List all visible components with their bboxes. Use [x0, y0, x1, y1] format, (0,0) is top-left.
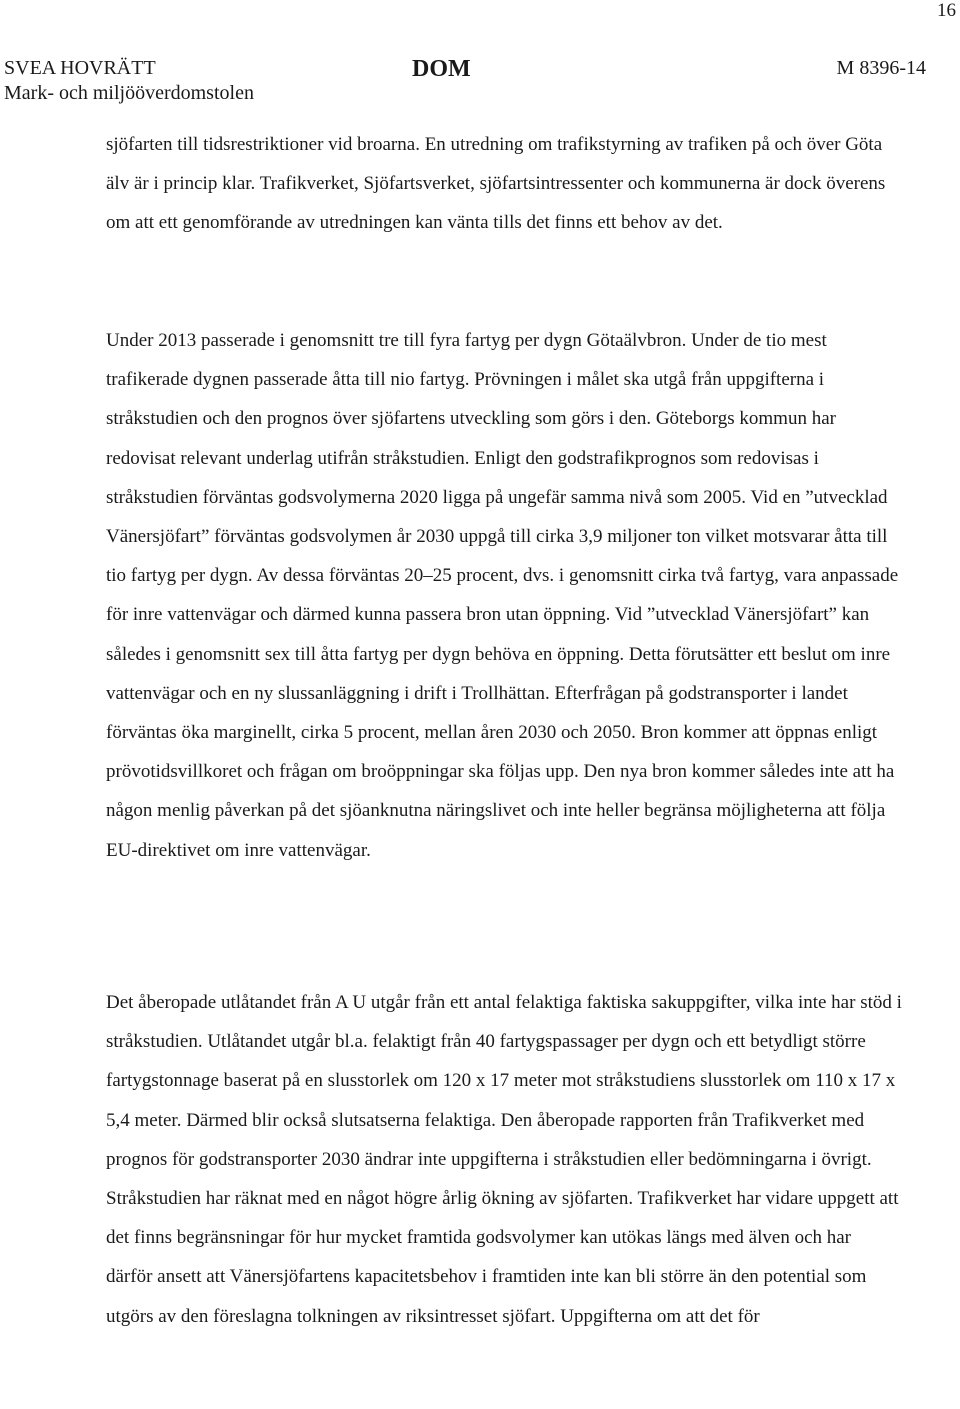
court-division: Mark- och miljööverdomstolen [4, 82, 254, 104]
paragraph-text: sjöfarten till tidsrestriktioner vid broarna. En utredning om trafikstyrning av trafiken på och över Göta älv är i princip klar. Trafikverket, Sjöfartsverket, sjöfartsintressenter och kommunerna är dock överens om att ett genomförande av utredningen kan vänta tills det finns ett behov av det. [106, 134, 886, 234]
page-number: 16 [937, 0, 956, 21]
court-name: SVEA HOVRÄTT [4, 57, 156, 79]
paragraph-text: Under 2013 passerade i genomsnitt tre till fyra fartyg per dygn Götaälvbron. Under de tio mest trafikerade dygnen passerade åtta till nio fartyg. Prövningen i målet ska utgå från uppgifterna i stråkstudien och den prognos över sjöfartens utveckling som görs i den. Göteborgs kommun har redovisat relevant underlag utifrån stråkstudien. Enligt den godstrafikprognos som redovisas i stråkstudien förväntas godsvolymerna 2020 ligga på ungefär samma nivå som 2005. Vid en ”utvecklad Vänersjöfart” förväntas godsvolymen år 2030 uppgå till cirka 3,9 miljoner ton vilket motsvarar åtta till tio fartyg per dygn. Av dessa förväntas 20–25 procent, dvs. i genomsnitt cirka två fartyg, vara anpassade för inre vattenvägar och därmed kunna passera bron utan öppning. Vid ”utvecklad Vänersjöfart” kan således i genomsnitt sex till åtta fartyg per dygn behöva en öppning. Detta förutsätter ett beslut om inre vattenvägar och en ny slussanläggning i drift i Trollhättan. Efterfrågan på godstransporter i landet förväntas öka marginellt, cirka 5 procent, mellan åren 2030 och 2050. Bron kommer att öppnas enligt prövotidsvillkoret och frågan om broöppningar ska följas upp. Den nya bron kommer således inte att ha någon menlig påverkan på det sjöanknutna näringslivet och inte heller begränsa möjligheterna att följa EU-direktivet om inre vattenvägar. [106, 330, 899, 861]
case-number: M 8396-14 [836, 57, 926, 79]
paragraph-text: Det åberopade utlåtandet från A U utgår från ett antal felaktiga faktiska sakuppgifter, vilka inte har stöd i stråkstudien. Utlåtandet utgår bl.a. felaktigt från 40 fartygspassager per dygn och ett betydligt större fartygstonnage baserat på en slusstorlek om 120 x 17 meter mot stråkstudiens slusstorlek om 110 x 17 x 5,4 meter. Därmed blir också slutsatserna felaktiga. Den åberopade rapporten från Trafikverket med prognos för godstransporter 2030 ändrar inte uppgifterna i stråkstudien eller bedömningarna i övrigt. Stråkstudien har räknat med en något högre årlig ökning av sjöfarten. Trafikverket har vidare uppgett att det finns begränsningar för hur mycket framtida godsvolymer kan utökas längs med älven och har därför ansett att Vänersjöfartens kapacitetsbehov i framtiden inte kan bli större än den potential som utgörs av den föreslagna tolkningen av riksintresset sjöfart. Uppgifterna om att det för [106, 992, 902, 1327]
body-paragraph [106, 983, 902, 1336]
body-paragraph [106, 321, 902, 870]
document-header [4, 56, 926, 106]
body-paragraph [106, 125, 902, 243]
document-type: DOM [412, 56, 471, 82]
